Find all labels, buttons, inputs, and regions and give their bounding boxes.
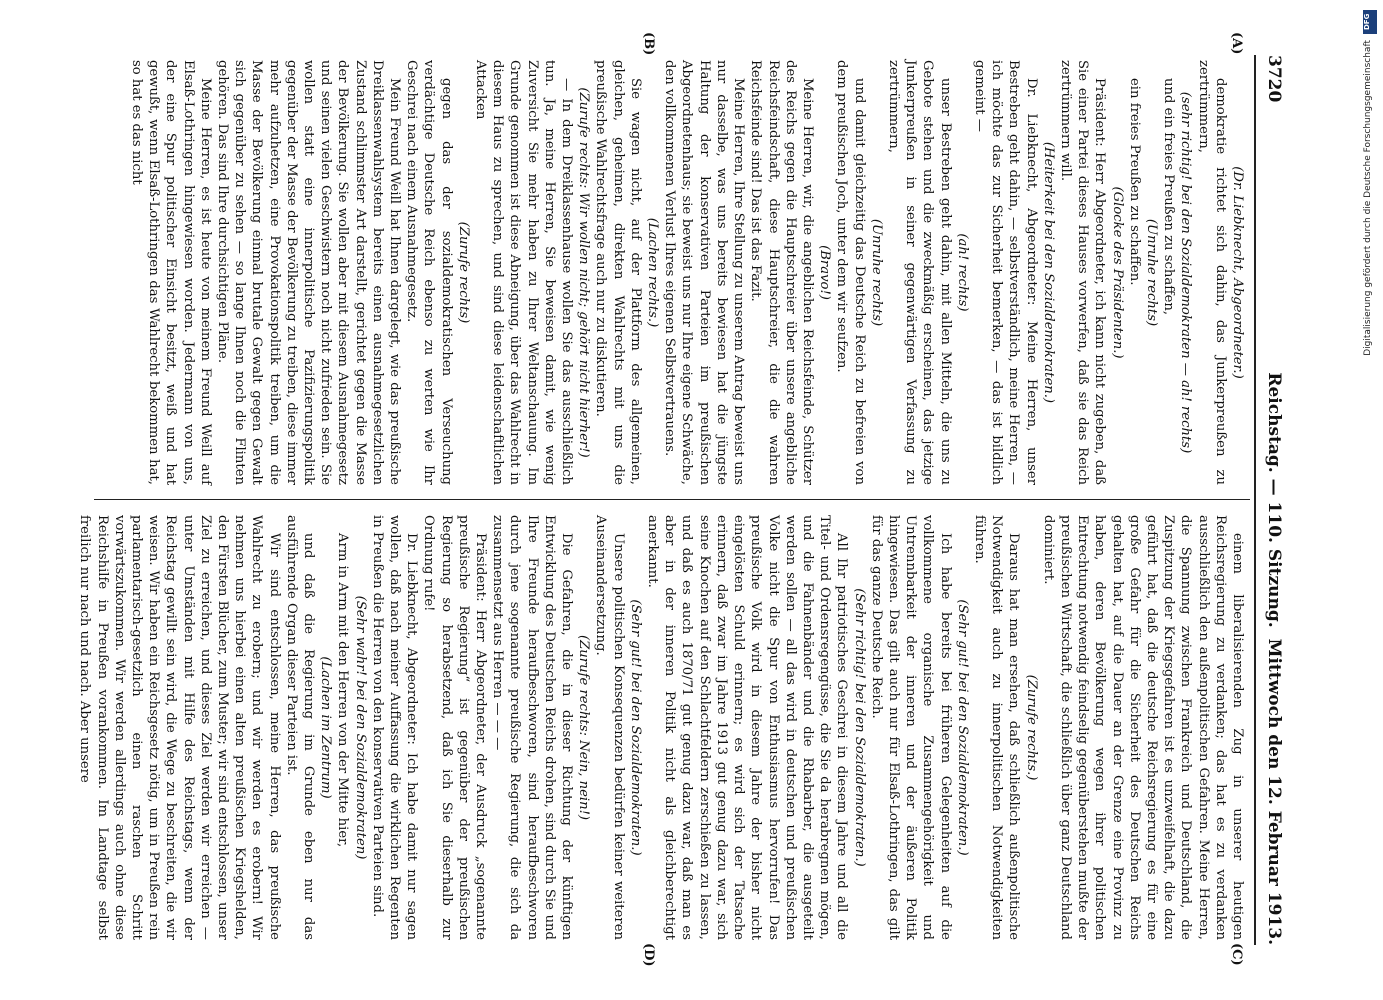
paragraph: und daß die Regierung im Grunde eben nur das ausführende Organ dieser Parteien ist. [283,515,317,940]
paragraph: und ein freies Preußen zu schaffen, [1161,78,1177,316]
paragraph: (Heiterkeit bei den Sozialdemokraten.) [1040,141,1056,404]
column-divider [94,499,1250,500]
paragraph: Präsident: Herr Abgeordneter, ich kann nicht zugeben, daß Sie einer Partei dieses Hauses vorwerfen, daß sie das Reich zertrümmern will. [1057,60,1108,485]
paragraph: (Glocke des Präsidenten.) [1109,186,1125,359]
paragraph: (ah! rechts) [954,233,970,312]
paragraph: Meine Herren, Ihre Stellung zu unserem Antrag beweist uns nur dasselbe, was uns bereits bewiesen hat die jüngste Haltung der konservativen Parteien im preußischen Abgeordnetenhaus; sie beweist uns nur Ihre eigene Schwäche, den vollkommenen Verlust Ihres eigenen Selbstvertrauens. [662,60,747,485]
paragraph: Wir sind entschlossen, meine Herren, das preußische Wahlrecht zu erobern; und wir werden es erobern! Wir nehmen uns hierbei einen alten preußischen Kriegshelden, den Fürsten Blücher, zum Muster; wir sind entschlossen, unser Ziel zu erreichen, und dieses Ziel werden wir erreichen — unter Umständen mit Hilfe des Reichstags, wenn der Reichstag gewillt sein wird, die Wege zu beschreiten, die wir weisen. Wir haben ein Reichsgesetz nötig, um in Preußen rein parlamentarisch-gesetzlich einen raschen Schritt vorwärtszukommen. Wir werden allerdings auch ohne diese Reichshilfe in Preußen vorankommen. Im Landtage selbst freilich nur nach und nach. Aber unsere [77,515,282,940]
paragraph: unser Bestreben geht dahin, mit allen Mitteln, die uns zu Gebote stehen und die zweckmäßig erscheinen, das jetzige Junkerpreußen in seiner gegenwärtigen Verfassung zu zertrümmern, [885,60,953,485]
paragraph: (Unruhe rechts) [868,218,884,327]
paragraph: Sie wagen nicht, auf der Plattform des allgemeinen, gleichen, geheimen, direkten Wahlrechts mit uns die preußische Wahlrechtsfrage auch nur zu diskutieren. [593,60,643,485]
paragraph: (Sehr gut! bei den Sozialdemokraten.) [627,599,643,856]
margin-marker-b: (B) [641,32,656,56]
digitization-credit: Digitalisierung gefördert durch die Deutsche Forschungsgemeinschaft [1363,40,1373,356]
margin-marker-a: (A) [1229,32,1244,55]
rotated-document-page [66,30,1316,970]
paragraph: (Sehr wahr! bei den Sozialdemokraten) [352,595,368,860]
paragraph: (Sehr gut! bei den Sozialdemokraten.) [954,599,970,856]
paragraph: einem liberalisierenden Zug in unserer heutigen Reichsregierung zu verdanken; das hat es zu verdanken ausschließlich den außenpolitischen Gefahren. Meine Herren, die Spannung zwischen Frankreich und Deutschland, die Zuspitzung der Kriegsgefahren ist es unzweifelhaft, die dazu geführt hat, daß die deutsche Reichsregierung es für eine große Gefahr für die Sicherheit des Deutschen Reichs gehalten hat, auf die Dauer an der Grenze eine Provinz zu haben, deren Bevölkerung wegen ihrer politischen Entrechtung notwendig feindselig gegenüberstehen mußte der preußischen Wirtschaft, die schließlich über ganz Deutschland dominiert. [1040,515,1245,940]
header-rule [1254,55,1256,945]
paragraph: (Dr. Liebknecht, Abgeordneter.) [1230,166,1245,379]
paragraph: Dr. Liebknecht, Abgeordneter: Meine Herren, unser Bestreben geht dahin, — selbstverständlich, meine Herren, — ich möchte das zur Sicherheit bemerken, — das ist bildlich gemeint — [971,60,1039,485]
page-number: 3720 [1264,55,1284,103]
session-date: Mittwoch den 12. Februar 1913. [1264,638,1284,945]
paragraph: (Lachen im Zentrum) [318,656,334,799]
paragraph: (Lachen rechts.) [645,217,661,328]
paragraph: Ich habe bereits bei früheren Gelegenheiten auf die vollkommene organische Zusammengehörigkeit und Untrennbarkeit der inneren und der äußeren Politik hingewiesen. Das gilt auch nur für Elsaß-Lothringen, das gilt für das ganze Deutsche Reich. [868,515,953,940]
paragraph: (Zurufe rechts: Wir wollen nicht; gehört nicht hierher!) [576,87,592,458]
margin-marker-c: (C) [1229,943,1244,966]
paragraph: Präsident: Herr Abgeordneter, der Ausdruck „sogenannte preußische Regierung“ ist gegenüber der preußischen Regierung so herabsetzend, daß ich Sie dieserhalb zur Ordnung rufe! [421,515,489,940]
paragraph: Meine Herren, wir, die angeblichen Reichsfeinde, Schützer des Reichs gegen die Hauptschreier über unsere angebliche Reichsfeindschaft, diese Hauptschreier, die die wahren Reichsfeinde sind! Das ist das Fazit. [748,60,815,485]
paragraph: (Bravo!) [817,245,833,300]
digitization-sidebar [1360,10,1380,770]
paragraph: (Zurufe rechts.) [1023,674,1039,781]
paragraph: Dr. Liebknecht, Abgeordneter: Ich habe damit nur sagen wollen, daß nach meiner Auffassung die wirklichen Regenten in Preußen die Herren von den konservativen Parteien sind. [369,515,420,940]
left-column [96,60,1246,485]
paragraph: (sehr richtig! bei den Sozialdemokraten — ah! rechts) [1178,91,1194,454]
paragraph: Meine Herren, es ist heute von meinem Freund Weill auf Elsaß-Lothringen hingewiesen worden. Jedermann von uns, der eine Spur politischer Einsicht besitzt, weiß und hat gewußt, wenn Elsaß-Lothringen das Wahlrecht bekommen hat, so hat es das nicht [129,60,213,485]
paragraph: (Unruhe rechts) [1143,218,1159,327]
paragraph: All Ihr patriotisches Geschrei in diesem Jahre und all die Titel- und Ordensregengüsse, die Sie da herabregnen mögen, und die Fahnenbänder und die Rhabarber, die ausgeteilt werden sollen — all das wird in deutschen und preußischen Volke nicht die Spur von Enthusiasmus hervorrufen! Das preußische Volk wird in diesem Jahre der bisher nicht eingelösten Schuld erinnern; es wird sich der Tatsache erinnern, daß zwar im Jahre 1913 gut genug dazu war, sich seine Knochen auf den Schlachtfeldern zerschießen zu lassen, und daß es auch 1870/71 gut genug dazu war, daß man es aber in der inneren Politik nicht als gleichberechtigt anerkannt. [645,515,850,940]
right-column [77,515,1246,940]
margin-marker-d: (D) [641,943,656,967]
session-title: Reichstag. — 110. Sitzung. [1264,372,1284,628]
paragraph: Daraus hat man ersehen, daß schließlich außenpolitische Notwendigkeit auch zu innerpolitischen Notwendigkeiten führen. [971,515,1022,940]
paragraph: Die Gefahren, die in dieser Richtung der künftigen Entwicklung des Deutschen Reichs drohen, sind durch Sie und Ihre Freunde heraufbeschworen, sind heraufbeschworen durch jene sogenannte preußische Regierung, die sich da zusammensetzt aus Herren — — — [490,515,575,940]
dfg-logo: DFG [1363,10,1377,34]
page-header [1258,55,1288,945]
paragraph: (Zurufe rechts: Nein, nein!) [576,634,592,821]
paragraph: und damit gleichzeitig das Deutsche Reich zu befreien von dem preußischen Joch, unter dem wir seufzen. [834,60,867,485]
paragraph: Mein Freund Weill hat Ihnen dargelegt, wie das preußische Dreiklassenwahlsystem bereits einen ausnahmegesetzlichen Zustand schlimmster Art darstellt, gerichtet gegen die Masse der Bevölkerung. Sie wollen aber mit diesem Ausnahmegesetz und seinen vielen Geschwistern noch nicht zufrieden sein. Sie wollen statt eine innerpolitische Pazifizierungspolitik gegenüber der Masse der Bevölkerung zu treiben, diese immer mehr aufzuhetzen, eine Provokationspolitik treiben, um die Masse der Bevölkerung einmal brutale Gewalt gegen Gewalt sich gegenüber zu sehen — so lange Ihnen noch die Flinten gehören. Das sind Ihre durchsichtigen Pläne. [215,60,403,485]
paragraph: — In dem Dreiklassenhause wollen Sie das ausschließlich tun. Ja, meine Herren, Sie beweisen damit, wie wenig Zuversicht Sie mehr haben zu Ihrer Weltanschauung. Im Grunde genommen ist diese Abneigung, über das Wahlrecht in diesem Haus zu sprechen, und sind diese leidenschaftlichen Attacken [473,60,575,485]
paragraph: Arm in Arm mit den Herren von der Mitte hier, [335,533,351,848]
paragraph: (Sehr richtig! bei den Sozialdemokraten.) [851,588,867,867]
paragraph: Unsere politischen Konsequenzen bedürfen keiner weiteren Auseinandersetzung. [593,515,626,940]
paragraph: demokratie richtet sich dahin, das Junkerpreußen zu zertrümmern, [1195,60,1228,485]
paragraph: ein freies Preußen zu schaffen. [1126,78,1142,286]
paragraph: (Zurufe rechts) [455,221,471,324]
paragraph: gegen das der sozialdemokratischen Verseuchung verdächtige Deutsche Reich ebenso zu werten wie Ihr Geschrei nach einem Ausnahmegesetz. [404,60,454,485]
